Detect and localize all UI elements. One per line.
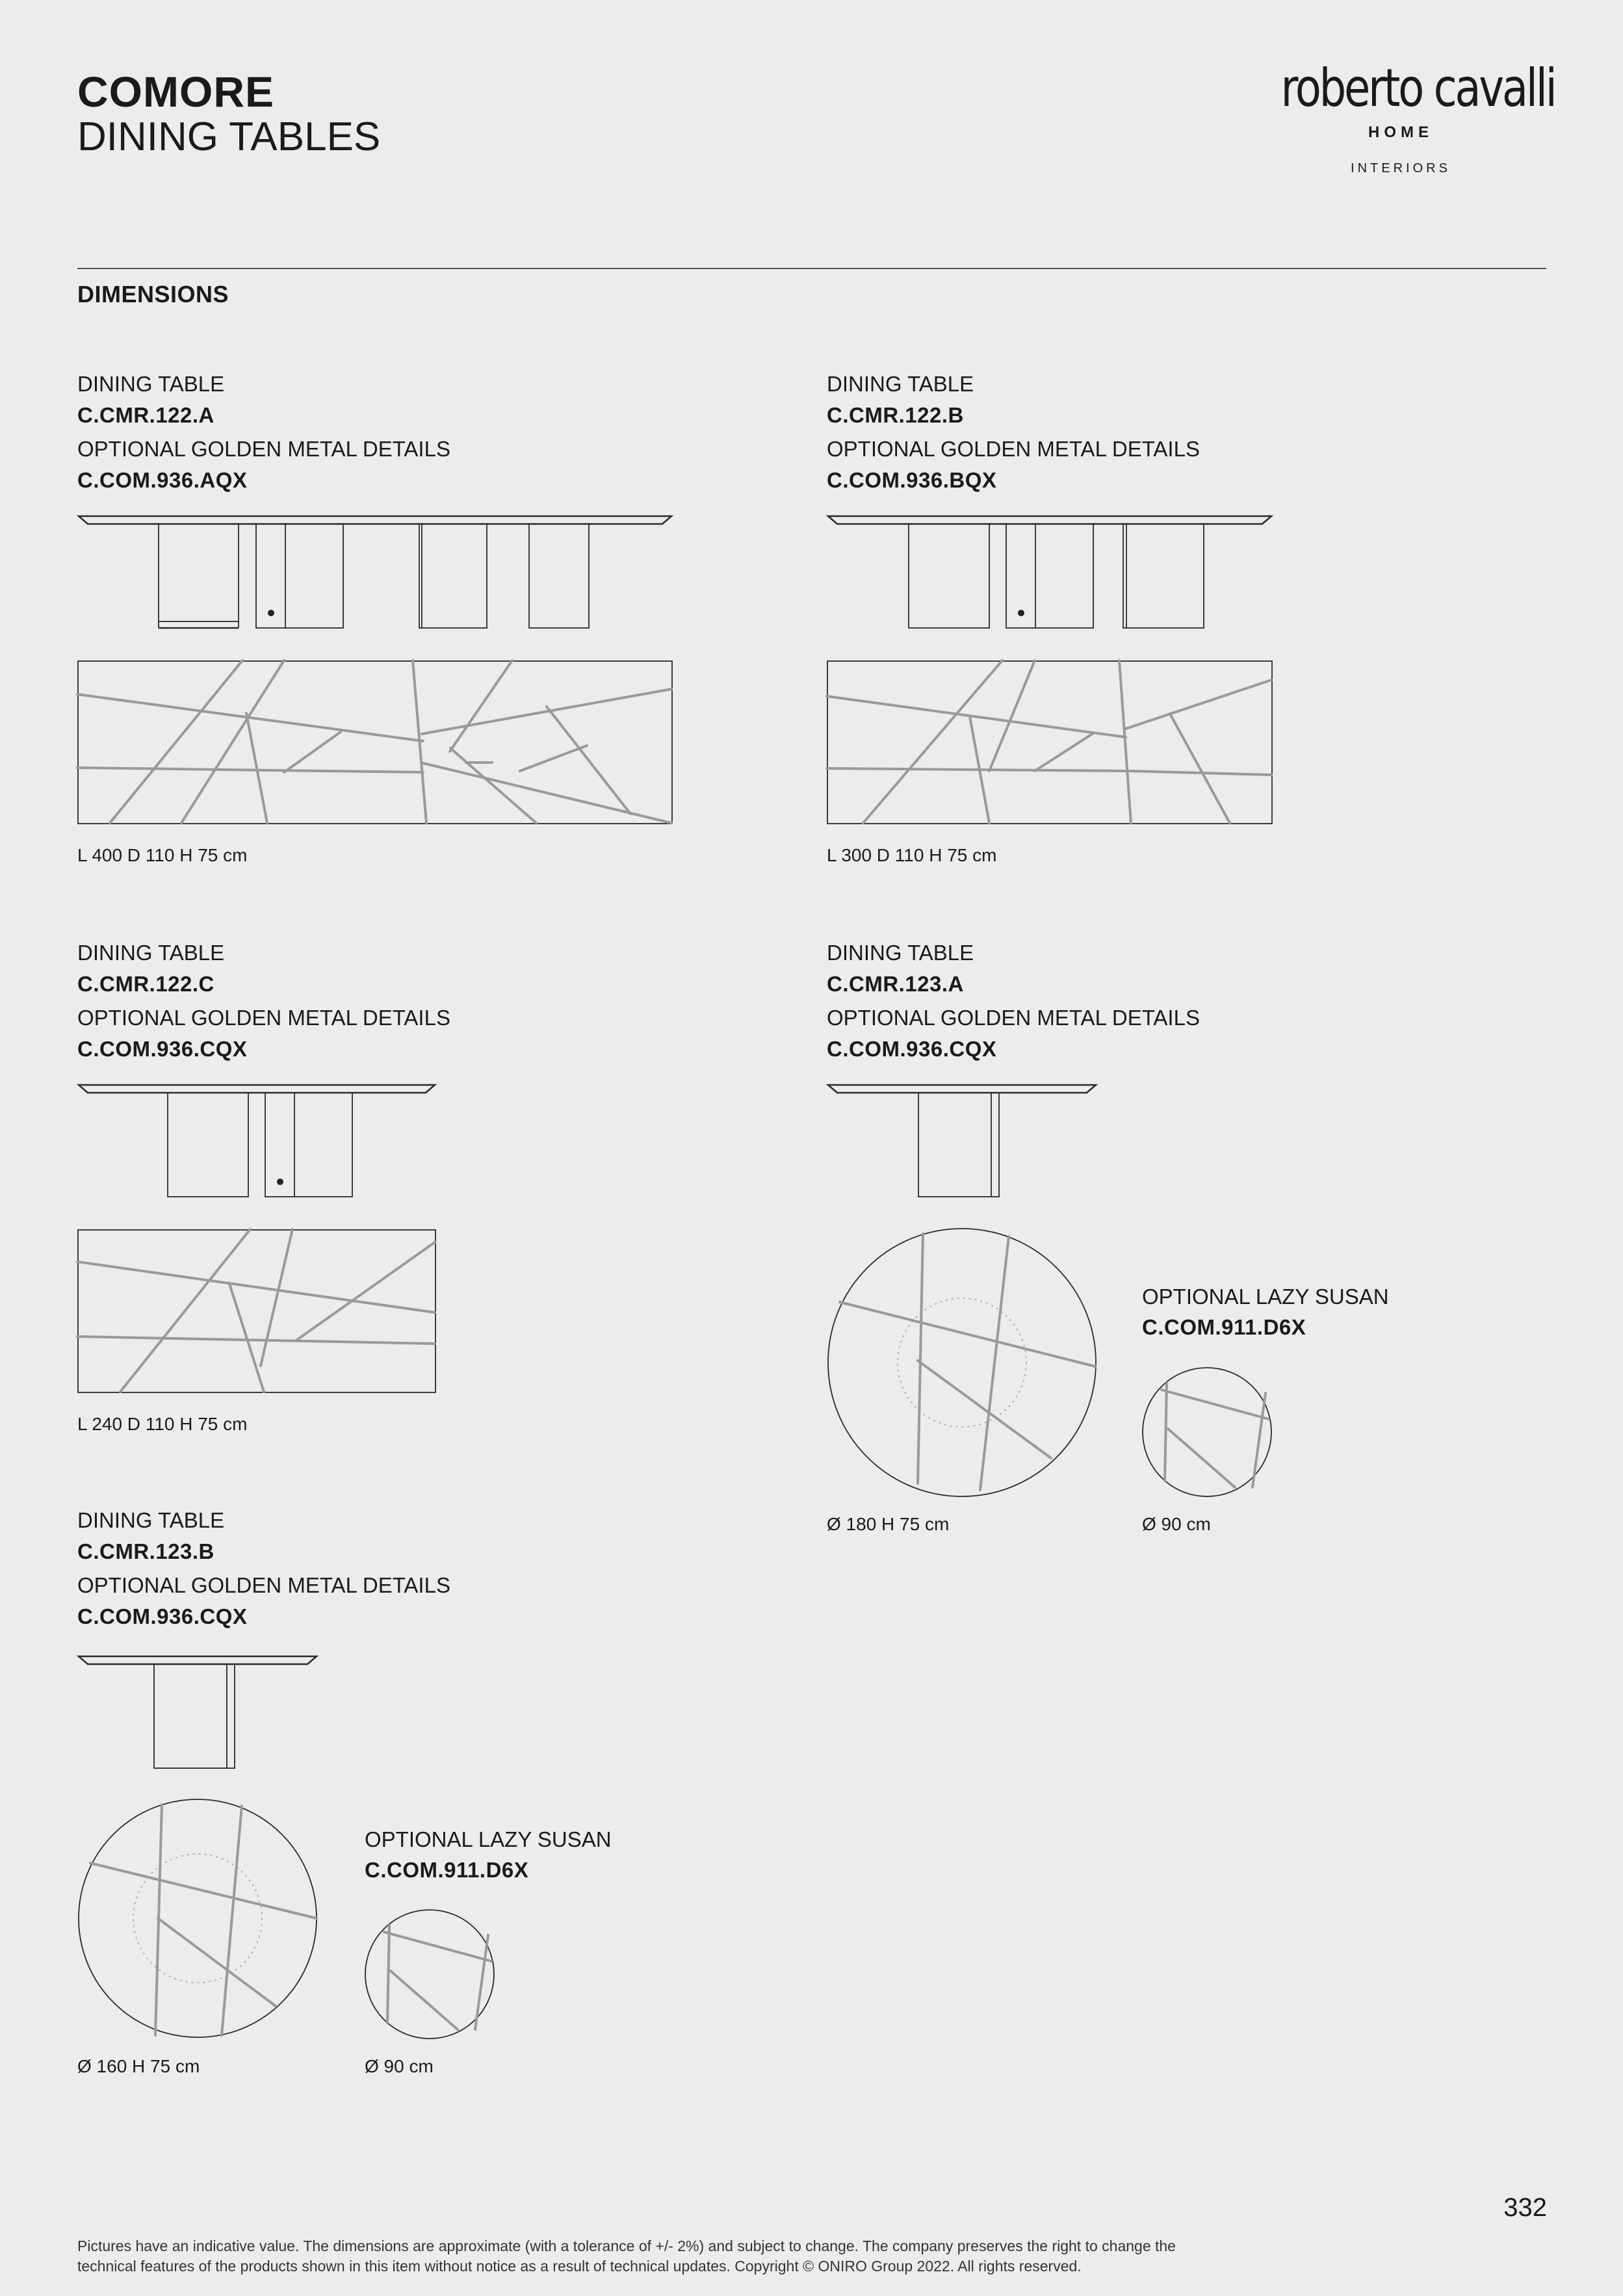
table-122c-dimensions: L 240 D 110 H 75 cm — [77, 1414, 248, 1434]
table-code: C.CMR.122.A — [77, 403, 214, 427]
brand-logo — [1254, 58, 1555, 176]
footer-line-1: Pictures have an indicative value. The dimensions are approximate (with a tolerance of +/- 2%) and subject to change. The company preserves the right to change the — [77, 2237, 1176, 2254]
section-title: DIMENSIONS — [77, 281, 229, 307]
table-label: DINING TABLE — [827, 372, 974, 396]
table-info-122c — [77, 942, 450, 1060]
table-122a-elevation-drawing — [77, 514, 673, 631]
option-label: OPTIONAL GOLDEN METAL DETAILS — [77, 437, 450, 461]
lazy-susan-123a-dimensions: Ø 90 cm — [1142, 1514, 1211, 1534]
collection-subtitle: DINING TABLES — [77, 114, 381, 159]
lazy-susan-info-123a — [1142, 1286, 1389, 1338]
header-divider — [77, 268, 1546, 269]
table-122b-top-view-drawing — [827, 660, 1273, 824]
lazy-susan-123b-drawing — [365, 1909, 496, 2041]
table-info-122a — [77, 373, 450, 491]
option-code: C.COM.936.CQX — [77, 1037, 248, 1061]
table-label: DINING TABLE — [827, 941, 974, 965]
page-number: 332 — [1503, 2193, 1547, 2222]
option-label: OPTIONAL GOLDEN METAL DETAILS — [77, 1573, 450, 1597]
option-code: C.COM.936.AQX — [77, 468, 248, 492]
table-123b-top-view-drawing — [77, 1798, 319, 2040]
brand-logo-interiors: INTERIORS — [1351, 161, 1451, 176]
table-123a-elevation-drawing — [827, 1082, 1097, 1199]
table-code: C.CMR.123.A — [827, 972, 964, 996]
lazy-susan-123b-dimensions: Ø 90 cm — [365, 2056, 434, 2076]
table-code: C.CMR.122.B — [827, 403, 964, 427]
table-code: C.CMR.123.B — [77, 1539, 214, 1563]
lazy-susan-code: C.COM.911.D6X — [1142, 1315, 1306, 1339]
table-label: DINING TABLE — [77, 1508, 225, 1532]
option-code: C.COM.936.CQX — [77, 1604, 248, 1628]
lazy-susan-code: C.COM.911.D6X — [365, 1858, 529, 1882]
brand-logo-home: HOME — [1368, 124, 1433, 141]
table-122b-elevation-drawing — [827, 514, 1273, 631]
table-123a-top-view-drawing — [827, 1227, 1097, 1498]
table-122a-top-view-drawing — [77, 660, 673, 824]
table-info-122b — [827, 373, 1200, 491]
option-label: OPTIONAL GOLDEN METAL DETAILS — [827, 437, 1200, 461]
table-label: DINING TABLE — [77, 372, 225, 396]
table-label: DINING TABLE — [77, 941, 225, 965]
table-123b-dimensions: Ø 160 H 75 cm — [77, 2056, 200, 2076]
table-code: C.CMR.122.C — [77, 972, 214, 996]
table-info-123a — [827, 942, 1200, 1060]
table-122c-elevation-drawing — [77, 1082, 436, 1199]
option-code: C.COM.936.BQX — [827, 468, 997, 492]
table-122c-top-view-drawing — [77, 1229, 436, 1393]
option-code: C.COM.936.CQX — [827, 1037, 997, 1061]
brand-logo-wordmark: roberto cavalli — [1280, 58, 1555, 118]
lazy-susan-label: OPTIONAL LAZY SUSAN — [365, 1827, 612, 1851]
table-123a-dimensions: Ø 180 H 75 cm — [827, 1514, 950, 1534]
footer-disclaimer — [77, 2236, 1507, 2276]
footer-line-2: technical features of the products shown in this item without notice as a result of technical updates. Copyright © ONIRO Group 2022. All rights reserved. — [77, 2258, 1082, 2275]
lazy-susan-info-123b — [365, 1829, 612, 1881]
lazy-susan-label: OPTIONAL LAZY SUSAN — [1142, 1285, 1389, 1309]
table-info-123b — [77, 1509, 450, 1627]
lazy-susan-123a-drawing — [1142, 1367, 1273, 1498]
option-label: OPTIONAL GOLDEN METAL DETAILS — [827, 1006, 1200, 1030]
collection-title: COMORE — [77, 68, 274, 116]
table-123b-elevation-drawing — [77, 1654, 318, 1771]
table-122b-dimensions: L 300 D 110 H 75 cm — [827, 845, 997, 865]
option-label: OPTIONAL GOLDEN METAL DETAILS — [77, 1006, 450, 1030]
table-122a-dimensions: L 400 D 110 H 75 cm — [77, 845, 248, 865]
